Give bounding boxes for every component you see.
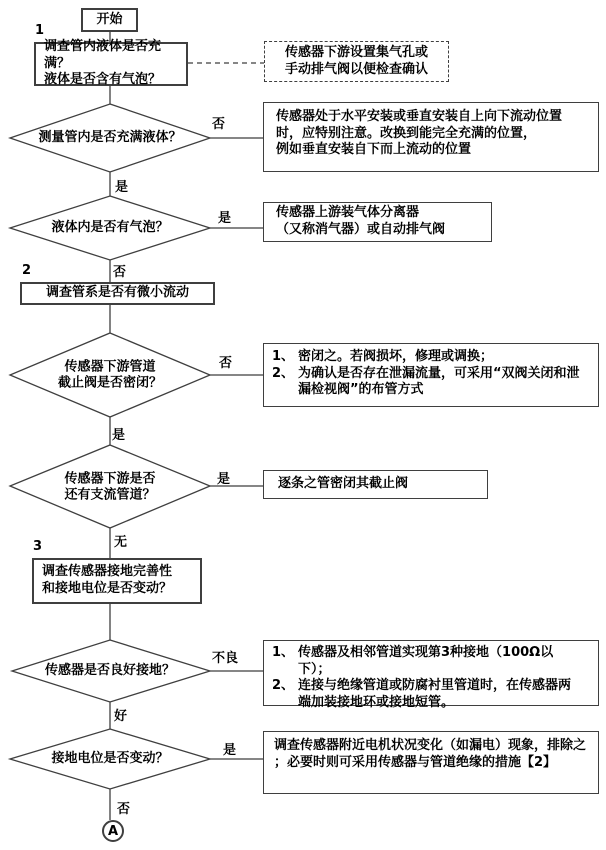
edge-label-d1-yes: 是 [115, 180, 129, 195]
start-label: 开始 [96, 11, 123, 27]
note-grounding-item2 [272, 678, 594, 711]
diamond-downstream-valve-sealed-line2: 截止阀是否密闭？ [57, 375, 163, 390]
process-check-micro-flow [20, 282, 215, 305]
edge-label-d2-no: 否 [113, 265, 127, 280]
process-check-pipe-liquid-line1: 调查管内液体是否充满？ [44, 39, 162, 71]
edge-label-d4-yes: 是 [217, 472, 231, 487]
note-grounding-item2-text: 连接与绝缘管道或防腐衬里管道时，在传感器两端加装接地环或接地短管。 [298, 678, 572, 710]
diamond-measuring-tube-full-text: 测量管内是否充满液体？ [38, 130, 182, 146]
note-seal-valve-item2 [272, 366, 594, 399]
process-check-micro-flow-text: 调查管系是否有微小流动 [45, 285, 189, 301]
note-motor-leakage-line2: ；必要时则可采用传感器与管道绝缘的措施【2】 [274, 754, 557, 770]
note-gas-separator-line1: 传感器上游装气体分离器 [276, 205, 420, 221]
connector-a-label: A [107, 823, 119, 839]
diamond-branch-pipes-text [64, 471, 155, 502]
section-label-1: 1 [35, 23, 45, 38]
note-grounding-item1 [272, 645, 594, 678]
note-installation-position-line1: 传感器处于水平安装或垂直安装自上向下流动位置 [276, 109, 563, 124]
decision-diamonds [10, 104, 210, 789]
edge-label-d1-no: 否 [212, 117, 226, 132]
note-gas-separator [263, 202, 492, 242]
note-seal-valve-item1-num: 1、 [272, 349, 295, 364]
note-seal-valve-item2-num: 2、 [272, 365, 295, 381]
diamond-good-grounding-text: 传感器是否良好接地？ [44, 663, 176, 679]
note-air-collector [264, 41, 449, 82]
note-seal-valve-item2-text: 为确认是否存在泄漏流量，可采用“双阀关闭和泄漏检视阀”的布管方式 [298, 365, 580, 398]
start-node [81, 8, 138, 32]
note-grounding-actions [263, 640, 599, 710]
diamond-branch-pipes-line1: 传感器下游是否 [64, 471, 156, 487]
edge-label-d6-yes: 是 [223, 743, 237, 758]
note-air-collector-line2: 手动排气阀以便检查确认 [284, 61, 428, 77]
note-seal-valve-actions [263, 343, 599, 407]
note-motor-leakage-line1: 调查传感器附近电机状况变化（如漏电）现象，排除之 [274, 738, 587, 753]
edge-label-d2-yes: 是 [218, 211, 232, 226]
edge-label-d5-good: 好 [114, 709, 128, 724]
process-check-pipe-liquid [34, 39, 188, 88]
edge-label-d5-bad: 不良 [212, 651, 239, 666]
note-air-collector-line1: 传感器下游设置集气孔或 [284, 44, 428, 60]
section-label-2: 2 [22, 263, 32, 278]
note-installation-position-line2: 时，应特别注意。改换到能完全充满的位置， [276, 125, 537, 141]
note-close-each-branch-valve [263, 470, 488, 499]
note-gas-separator-line2: （又称消气器）或自动排气阀 [276, 222, 446, 237]
edge-label-d6-no: 否 [117, 802, 131, 817]
diamond-downstream-valve-sealed-line1: 传感器下游管道 [64, 359, 156, 375]
note-motor-leakage [263, 731, 599, 794]
section-label-3: 3 [33, 539, 43, 554]
edge-label-d3-yes: 是 [112, 428, 126, 443]
process-check-grounding [32, 558, 202, 604]
note-grounding-item1-text: 传感器及相邻管道实现第3种接地（100Ω以下）； [298, 645, 554, 677]
note-close-each-branch-valve-text: 逐条之管密闭其截止阀 [278, 476, 409, 492]
diamond-branch-pipes-line2: 还有支流管道？ [64, 487, 156, 502]
process-check-pipe-liquid-line2: 液体是否含有气泡？ [44, 72, 162, 88]
note-grounding-item1-num: 1、 [272, 645, 295, 660]
process-check-grounding-line2: 和接地电位是否变动？ [42, 581, 173, 596]
diamond-ground-potential-change-text: 接地电位是否变动？ [51, 751, 169, 767]
note-installation-position-line3: 例如垂直安装自下而上流动的位置 [276, 142, 472, 158]
edge-label-d3-no: 否 [219, 356, 233, 371]
note-seal-valve-item1-text: 密闭之。若阀损坏，修理或调换； [298, 349, 494, 364]
diamond-downstream-valve-sealed-text [58, 359, 162, 390]
process-check-grounding-line1: 调查传感器接地完善性 [42, 564, 173, 580]
connector-a [102, 820, 124, 842]
edge-label-d4-none: 无 [114, 535, 128, 550]
note-seal-valve-item1 [272, 349, 594, 366]
diamond-liquid-bubbles-text: 液体内是否有气泡？ [51, 220, 169, 236]
note-installation-position [263, 102, 599, 172]
note-grounding-item2-num: 2、 [272, 678, 295, 694]
